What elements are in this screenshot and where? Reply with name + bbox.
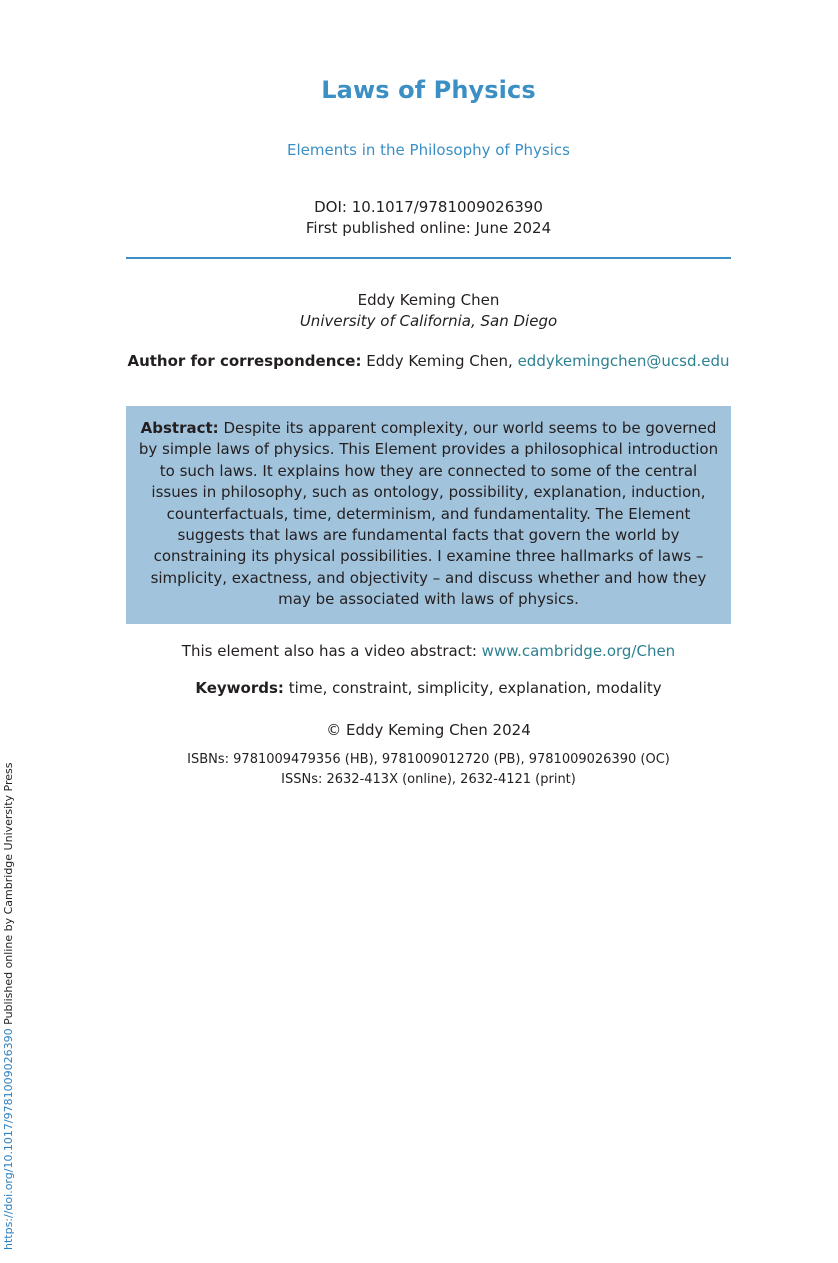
issns: ISSNs: 2632-413X (online), 2632-4121 (print) xyxy=(281,772,576,787)
side-note-text: Published online by Cambridge University Press xyxy=(2,762,15,1025)
correspondence-label: Author for correspondence: xyxy=(127,352,362,370)
author-name: Eddy Keming Chen xyxy=(357,291,500,309)
email-link[interactable]: eddykemingchen@ucsd.edu xyxy=(517,352,730,370)
video-abstract-text: This element also has a video abstract: xyxy=(181,642,477,660)
divider xyxy=(126,257,731,259)
correspondence-name: Eddy Keming Chen, xyxy=(366,352,513,370)
abstract xyxy=(138,418,719,611)
keywords-label: Keywords: xyxy=(195,679,284,697)
abstract-text: Despite its apparent complexity, our world seems to be governed by simple laws of physics. This Element provides a philosophical introduction to such laws. It explains how they are connected to some of the central issues in philosophy, such as ontology, possibility, explanation, induction, counterfactuals, time, determinism, and fundamentality. The Element suggests that laws are fundamental facts that govern the world by constraining its physical possibilities. I examine three hallmarks of laws – simplicity, exactness, and objectivity – and discuss whether and how they may be associated with laws of physics. xyxy=(138,419,719,609)
video-abstract-line xyxy=(126,642,731,660)
author-affiliation: University of California, San Diego xyxy=(299,312,558,330)
correspondence-line xyxy=(126,352,731,370)
abstract-label: Abstract: xyxy=(140,419,219,437)
published-date: First published online: June 2024 xyxy=(305,219,552,237)
series-name: Elements in the Philosophy of Physics xyxy=(287,141,570,159)
book-title: Laws of Physics xyxy=(321,76,536,104)
abstract-box xyxy=(126,406,731,624)
doi-line: DOI: 10.1017/9781009026390 xyxy=(314,198,543,216)
copyright: © Eddy Keming Chen 2024 xyxy=(326,721,531,739)
video-abstract-link[interactable]: www.cambridge.org/Chen xyxy=(481,642,676,660)
side-doi-link[interactable]: https://doi.org/10.1017/9781009026390 xyxy=(2,1028,15,1250)
keywords-text: time, constraint, simplicity, explanation, modality xyxy=(288,679,662,697)
keywords-line xyxy=(126,679,731,697)
isbns: ISBNs: 9781009479356 (HB), 9781009012720 (PB), 9781009026390 (OC) xyxy=(187,752,670,767)
side-note xyxy=(2,763,15,1250)
